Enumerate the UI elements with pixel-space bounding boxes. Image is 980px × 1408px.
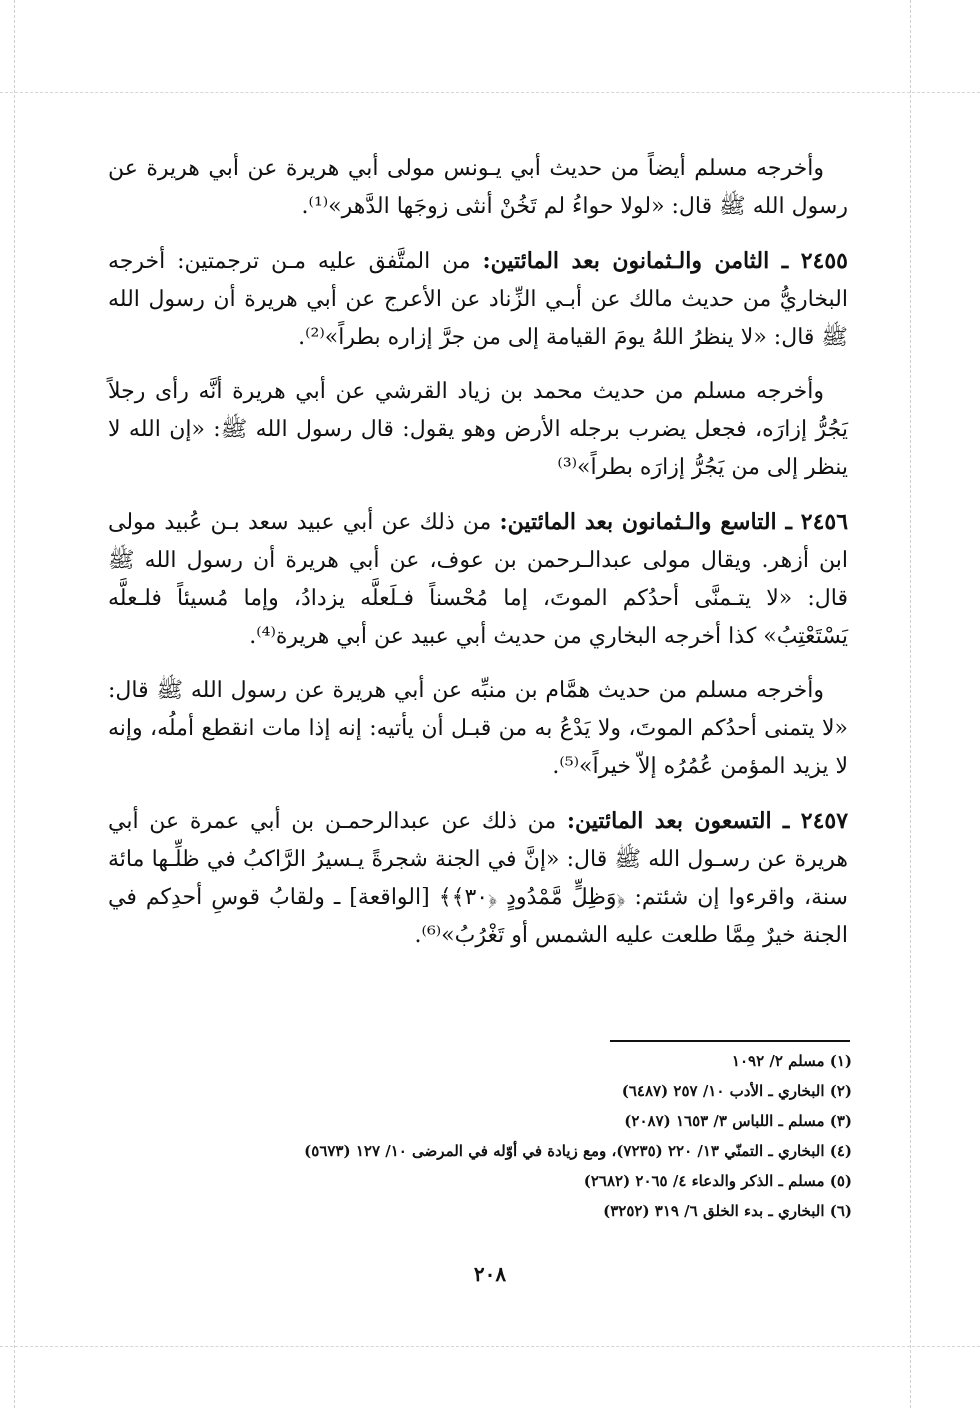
main-text [108,150,848,971]
paragraph-text: من المتَّفق عليه مـن ترجمتين: أخرجه البخاريُّ من حديث مالك عن أبـي الزِّناد عن الأعرج عن أبي هريرة أن رسول الله ﷺ قال: «لا ينظرُ اللهُ يومَ القيامة إلى من جرَّ إزاره بطراً»⁽²⁾. [108,249,848,350]
footnote: (٦) البخاري ـ بدء الخلق ٦/ ٣١٩ (٣٢٥٢) [603,1202,852,1220]
scan-guide-top [0,92,980,93]
entry-heading: ٢٤٥٥ ـ الثامن والـثمانون بعد المائتين: [482,248,848,274]
page-number: ٢٠٨ [473,1262,507,1286]
footnote: (٤) البخاري ـ التمنّي ١٣/ ٢٢٠ (٧٢٣٥)، ومع زيادة في أوّله في المرضى ١٠/ ١٢٧ (٥٦٧٣) [304,1142,852,1160]
hadith-entry-2455 [108,242,848,357]
entry-heading: ٢٤٥٦ ـ التاسع والـثمانون بعد المائتين: [499,509,849,535]
paragraph [108,150,848,226]
scan-guide-left [14,0,15,1408]
paragraph-text: وأخرجه مسلم أيضاً من حديث أبي يـونس مولى أبي هريرة عن أبي هريرة عن رسول الله ﷺ قال: «لولا حواءُ لم تَخُنْ أنثى زوجَها الدَّهر»⁽¹⁾. [108,156,848,219]
footnote: (٥) مسلم ـ الذكر والدعاء ٤/ ٢٠٦٥ (٢٦٨٢) [583,1172,852,1190]
paragraph [108,672,848,786]
hadith-entry-2456 [108,503,848,656]
paragraph-text: وأخرجه مسلم من حديث محمد بن زياد القرشي عن أبي هريرة أنَّه رأى رجلاً يَجُرُّ إزارَه، فجعل يضرب برجله الأرض وهو يقول: قال رسول الله ﷺ: «إن الله لا ينظر إلى من يَجُرُّ إزارَه بطراً»⁽³⁾ [108,379,848,480]
hadith-entry-2457 [108,802,848,955]
footnotes-list [180,1046,852,1226]
paragraph-text: من ذلك عن أبي عبيد سعد بـن عُبيد مولى ابن أزهر. ويقال مولى عبدالـرحمن بن عوف، عن أبي هريرة أن رسول الله ﷺ قال: «لا يتـمنَّى أحدُكم الموتَ، إما مُحْسناً فـلَعلَّه يزدادُ، وإما مُسيئاً فلـعلَّه يَسْتَعْتِبُ» كذا أخرجه البخاري من حديث أبي عبيد عن أبي هريرة⁽⁴⁾. [108,510,848,649]
footnote: (٢) البخاري ـ الأدب ١٠/ ٢٥٧ (٦٤٨٧) [621,1082,852,1100]
entry-heading: ٢٤٥٧ ـ التسعون بعد المائتين: [566,808,849,834]
scan-guide-bottom [0,1346,980,1347]
footnote-separator [610,1040,850,1042]
footnote: (١) مسلم ٢/ ١٠٩٢ [731,1052,852,1070]
paragraph-text: وأخرجه مسلم من حديث همَّام بن منبِّه عن أبي هريرة عن رسول الله ﷺ قال: «لا يتمنى أحدُكم الموتَ، ولا يَدْعُ به من قبـل أن يأتيه: إنه إذا مات انقطع أملُه، وإنه لا يزيد المؤمن عُمُرُه إلاّ خيراً»⁽⁵⁾. [108,678,848,779]
scan-guide-right [910,0,911,1408]
paragraph [108,373,848,487]
paragraph-text: من ذلك عن عبدالرحمـن بن أبي عمرة عن أبي هريرة عن رسـول الله ﷺ قال: «إنَّ في الجنة شجرةً يـسيرُ الرَّاكبُ في ظلِّـها مائة سنة، واقرءوا إن شئتم: ﴿وَظِلٍّ مَّمْدُودٍ ﴿٣٠﴾﴾ [الواقعة] ـ ولقابُ قوسِ أحدِكم في الجنة خيرٌ مِمَّا طلعت عليه الشمس أو تَغْرُبُ»⁽⁶⁾. [108,809,848,948]
footnote: (٣) مسلم ـ اللباس ٣/ ١٦٥٣ (٢٠٨٧) [624,1112,852,1130]
